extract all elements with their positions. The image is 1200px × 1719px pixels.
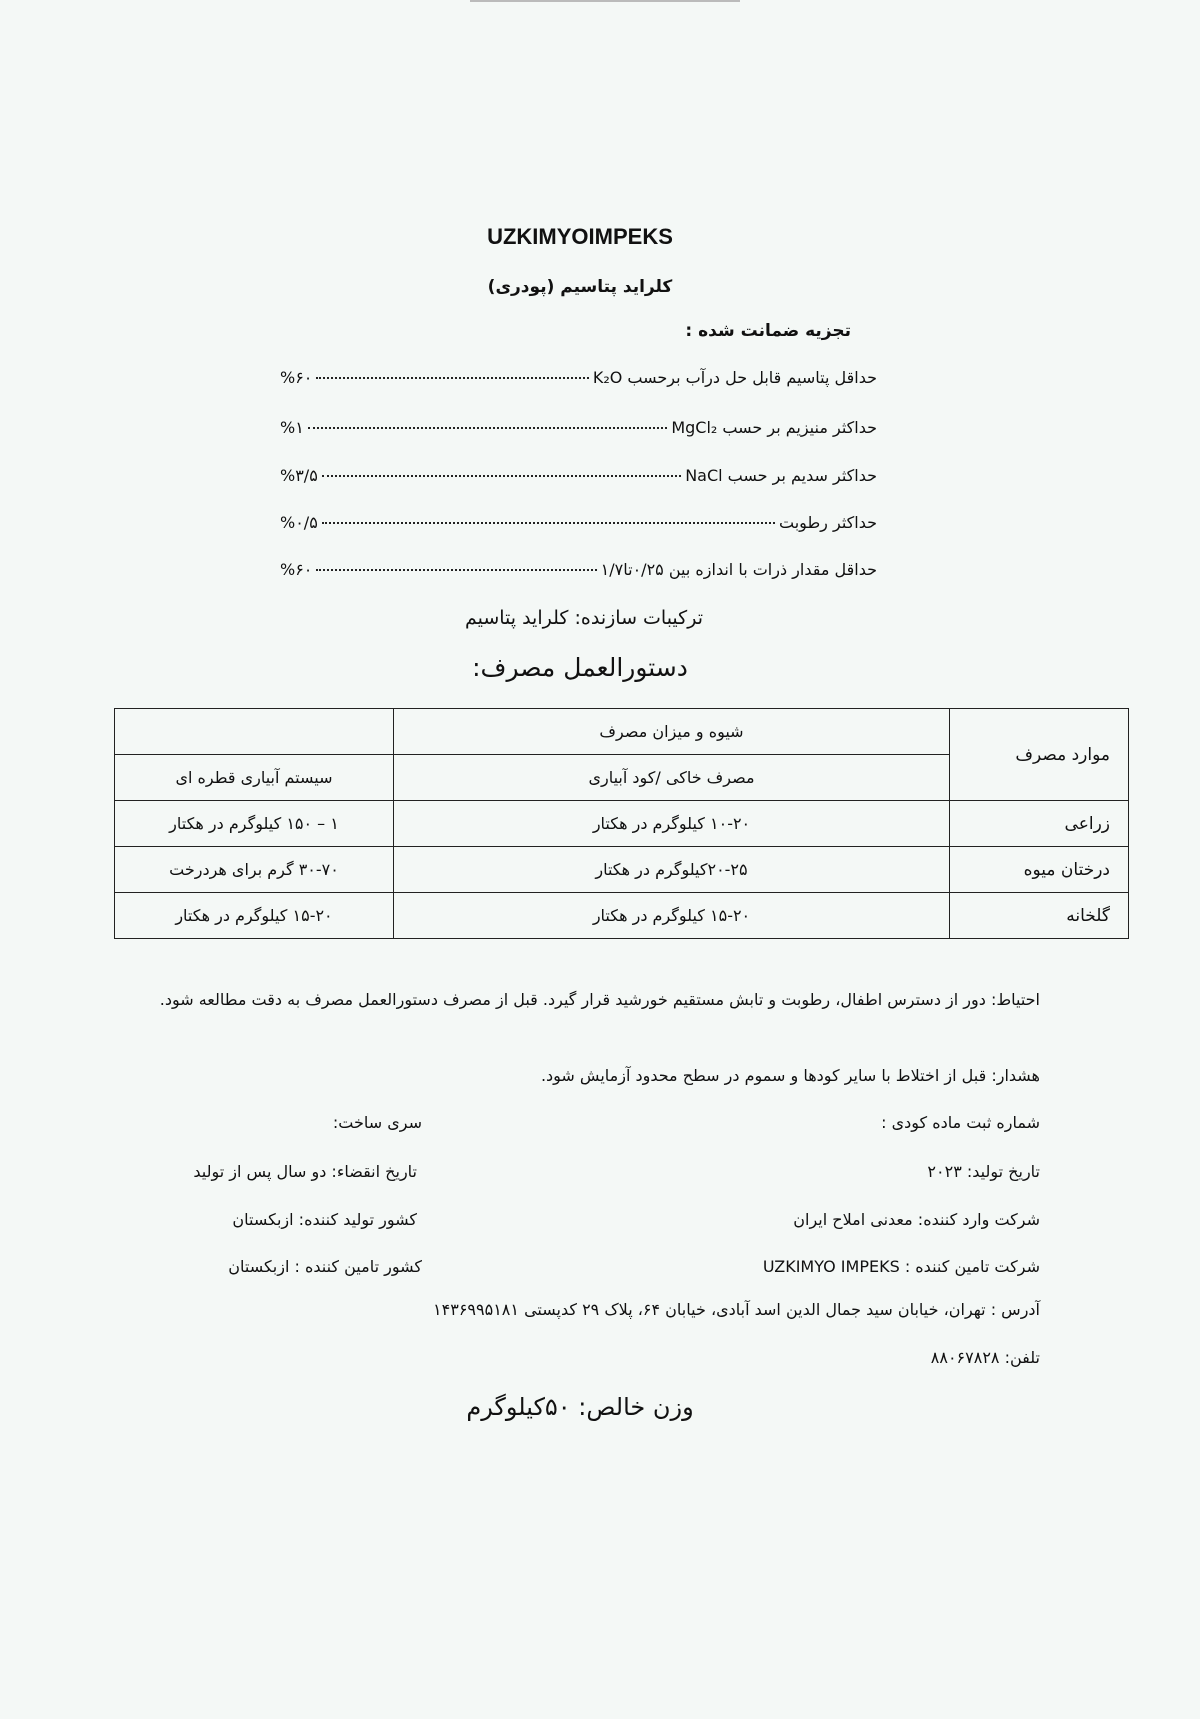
production-date: تاریخ تولید: ۲۰۲۳ <box>927 1162 1040 1181</box>
batch-number: سری ساخت: <box>332 1113 422 1132</box>
importer-company: شرکت وارد کننده: معدنی املاح ایران <box>793 1210 1040 1229</box>
guaranteed-analysis-title: تجزیه ضمانت شده : <box>685 321 851 341</box>
subheader-drip: سیستم آبیاری قطره ای <box>115 755 394 801</box>
manufacturer-country: کشور تولید کننده: ازبکستان <box>232 1210 417 1229</box>
header-usage: موارد مصرف <box>950 709 1129 801</box>
dot-leader <box>322 475 681 477</box>
spec-label: حداقل مقدار ذرات با اندازه بین ۰/۲۵تا۱/۷ <box>600 560 877 579</box>
spec-line <box>280 513 877 532</box>
dot-leader <box>316 377 588 379</box>
usage-table <box>114 708 1129 939</box>
spec-line <box>280 418 877 437</box>
spec-label: حداقل پتاسیم قابل حل درآب برحسب K₂O <box>592 368 877 387</box>
drip-rate-cell: ۱۵-۲۰ کیلوگرم در هکتار <box>115 893 394 939</box>
drip-rate-cell: ۳۰-۷۰ گرم برای هردرخت <box>115 847 394 893</box>
crop-cell: زراعی <box>950 801 1129 847</box>
spec-value: %۳/۵ <box>280 466 318 485</box>
soil-rate-cell: ۱۵-۲۰ کیلوگرم در هکتار <box>394 893 950 939</box>
header-empty <box>115 709 394 755</box>
components-line: ترکیبات سازنده: کلراید پتاسیم <box>464 607 703 629</box>
expiry-date: تاریخ انقضاء: دو سال پس از تولید <box>193 1162 417 1181</box>
crop-cell: درختان میوه <box>950 847 1129 893</box>
table-row <box>115 893 1129 939</box>
address-line: آدرس : تهران، خیابان سید جمال الدین اسد آبادی، خیابان ۶۴، پلاک ۲۹ کدپستی ۱۴۳۶۹۹۵۱۸۱ <box>433 1300 1040 1319</box>
company-name: UZKIMYOIMPEKS <box>487 224 673 249</box>
caution-text: احتیاط: دور از دسترس اطفال، رطوبت و تابش مستقیم خورشید قرار گیرد. قبل از مصرف دستورالعمل مصرف به دقت مطالعه شود. <box>159 990 1040 1009</box>
crop-cell: گلخانه <box>950 893 1129 939</box>
phone-line: تلفن: ۸۸۰۶۷۸۲۸ <box>930 1348 1040 1367</box>
spec-value: %۱ <box>280 418 304 437</box>
spec-line <box>280 466 877 485</box>
registration-number: شماره ثبت ماده کودی : <box>881 1113 1040 1132</box>
product-title: کلراید پتاسیم (پودری) <box>487 277 673 297</box>
spec-label: حداکثر سدیم بر حسب NaCl <box>685 466 877 485</box>
supplier-company: شرکت تامین کننده : UZKIMYO IMPEKS <box>762 1257 1040 1276</box>
scan-edge-line <box>470 0 740 2</box>
spec-label: حداکثر رطوبت <box>779 513 877 532</box>
spec-line <box>280 368 877 387</box>
table-row <box>115 801 1129 847</box>
supplier-country: کشور تامین کننده : ازبکستان <box>228 1257 422 1276</box>
instructions-title: دستورالعمل مصرف: <box>472 653 688 682</box>
drip-rate-cell: ۱ – ۱۵۰ کیلوگرم در هکتار <box>115 801 394 847</box>
warning-text: هشدار: قبل از اختلاط با سایر کودها و سموم در سطح محدود آزمایش شود. <box>540 1066 1040 1085</box>
spec-value: %۰/۵ <box>280 513 318 532</box>
soil-rate-cell: ۲۰-۲۵کیلوگرم در هکتار <box>394 847 950 893</box>
spec-label: حداکثر منیزیم بر حسب MgCl₂ <box>671 418 877 437</box>
soil-rate-cell: ۱۰-۲۰ کیلوگرم در هکتار <box>394 801 950 847</box>
net-weight: وزن خالص: ۵۰کیلوگرم <box>466 1393 694 1421</box>
table-row <box>115 847 1129 893</box>
spec-line <box>280 560 877 579</box>
subheader-soil: مصرف خاکی /کود آبیاری <box>394 755 950 801</box>
dot-leader <box>308 427 668 429</box>
spec-value: %۶۰ <box>280 560 313 579</box>
dot-leader <box>322 522 775 524</box>
table-header-row <box>115 709 1129 755</box>
spec-value: %۶۰ <box>280 368 313 387</box>
header-method: شیوه و میزان مصرف <box>394 709 950 755</box>
dot-leader <box>316 569 596 571</box>
